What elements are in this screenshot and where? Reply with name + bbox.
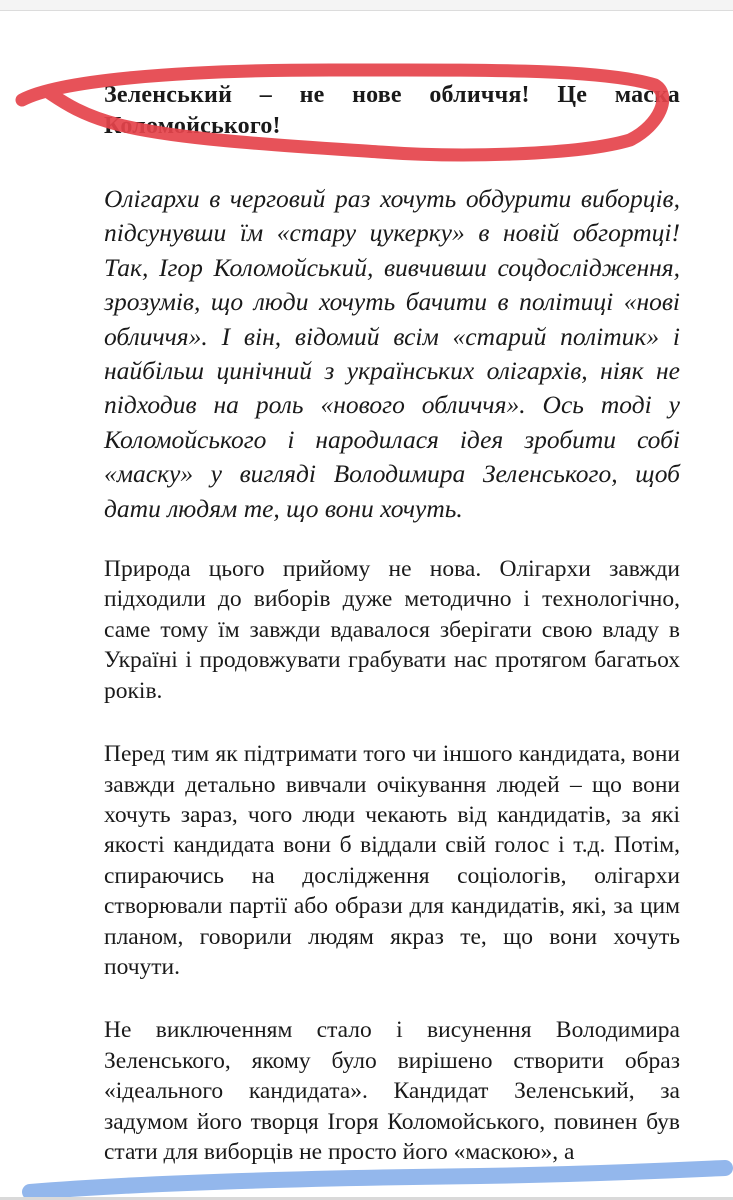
article	[104, 80, 680, 1167]
article-paragraph: Природа цього прийому не нова. Олігархи завжди підходили до виборів дуже методично і технологічно, саме тому їм завжди вдавалося зберігати свою владу в Україні і продовжувати грабувати нас протягом багатьох років.	[104, 556, 680, 704]
article-headline: Зеленський – не нове обличчя! Це маска Коломойського!	[104, 82, 680, 139]
article-paragraph: Не виключенням стало і висунення Володимира Зеленського, якому було вирішено створити образ «ідеального кандидата». Кандидат Зеленський, за задумом його творця Ігоря Коломойського, повинен був стати для виборців не просто його «маскою», а	[104, 1017, 680, 1165]
article-lead: Олігархи в черговий раз хочуть обдурити виборців, підсунувши їм «стару цукерку» в новій обгортці! Так, Ігор Коломойський, вивчивши соцдослідження, зрозумів, що люди хочуть бачити в політиці «нові обличчя». І він, відомий всім «старий політик» і найбільш цинічний з українських олігархів, ніяк не підходив на роль «нового обличчя». Ось тоді у Коломойського і народилася ідея зробити собі «маску» у вигляді Володимира Зеленського, щоб дати людям те, що вони хочуть.	[104, 184, 680, 523]
top-toolbar	[0, 0, 733, 11]
article-paragraph: Перед тим як підтримати того чи іншого кандидата, вони завжди детально вивчали очікування людей – що вони хочуть зараз, чого люди чекають від кандидатів, за які якості кандидата вони б віддали свій голос і т.д. Потім, спираючись на дослідження соціологів, олігархи створювали партії або образи для кандидатів, які, за цим планом, говорили людям якраз те, що вони хочуть почути.	[104, 741, 680, 980]
blue-highlight-annotation	[30, 1168, 725, 1192]
